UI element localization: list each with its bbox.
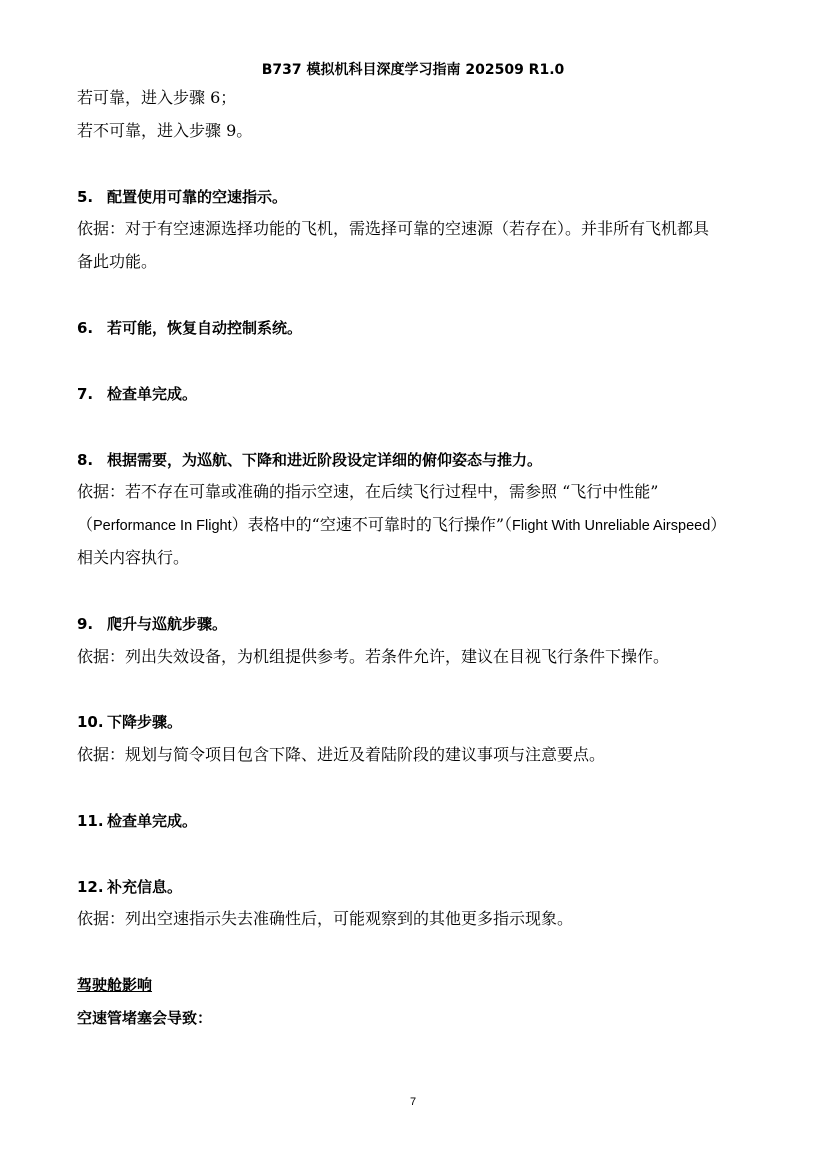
step-11-heading — [77, 811, 197, 831]
step-5-basis-line-2: 备此功能。 — [77, 252, 158, 271]
if-unreliable-line: 若不可靠，进入步骤 9。 — [77, 121, 253, 140]
step-5-heading — [77, 187, 287, 207]
step-number: 7. — [77, 385, 94, 403]
step-title: 补充信息。 — [107, 878, 183, 896]
page-number: 7 — [409, 1096, 417, 1108]
step-5-basis-line-1: 依据：对于有空速源选择功能的飞机，需选择可靠的空速源（若存在）。并非所有飞机都具 — [77, 219, 710, 238]
page-header: B737 模拟机科目深度学习指南 202509 R1.0 — [261, 62, 565, 78]
step-6-heading — [77, 318, 302, 338]
step-12-heading — [77, 877, 182, 897]
step-9-basis: 依据：列出失效设备，为机组提供参考。若条件允许，建议在目视飞行条件下操作。 — [77, 647, 670, 666]
step-7-heading — [77, 384, 197, 404]
step-title: 若可能，恢复自动控制系统。 — [107, 319, 303, 337]
paren-close: ） — [710, 515, 727, 534]
english-term-performance: Performance In Flight — [93, 518, 232, 534]
step-12-basis: 依据：列出空速指示失去准确性后，可能观察到的其他更多指示现象。 — [77, 909, 574, 928]
step-number: 8. — [77, 451, 94, 469]
step-8-basis-line-3: 相关内容执行。 — [77, 548, 190, 567]
step-8-basis-line-1: 依据：若不存在可靠或准确的指示空速，在后续飞行过程中，需参照 “飞行中性能” — [77, 482, 659, 501]
step-title: 爬升与巡航步骤。 — [107, 615, 228, 633]
if-reliable-line: 若可靠，进入步骤 6； — [77, 88, 237, 107]
step-title: 检查单完成。 — [107, 812, 198, 830]
step-title: 检查单完成。 — [107, 385, 198, 403]
step-title: 下降步骤。 — [107, 713, 183, 731]
step-10-heading — [77, 712, 182, 732]
step-number: 9. — [77, 615, 94, 633]
section-heading: 驾驶舱影响 — [77, 976, 153, 994]
step-8-basis-line-2 — [77, 515, 726, 536]
step-number: 12. — [77, 878, 104, 896]
step-number: 6. — [77, 319, 94, 337]
step-number: 11. — [77, 812, 104, 830]
step-number: 10. — [77, 713, 104, 731]
step-9-heading — [77, 614, 227, 634]
basis-text: ）表格中的“空速不可靠时的飞行操作”（ — [231, 515, 513, 534]
paren-open: （ — [77, 515, 94, 534]
section-subheading: 空速管堵塞会导致： — [77, 1009, 213, 1027]
step-8-heading — [77, 450, 542, 470]
english-term-unreliable-airspeed: Flight With Unreliable Airspeed — [512, 518, 711, 534]
step-title: 根据需要，为巡航、下降和进近阶段设定详细的俯仰姿态与推力。 — [107, 451, 543, 469]
step-10-basis: 依据：规划与简令项目包含下降、进近及着陆阶段的建议事项与注意要点。 — [77, 745, 606, 764]
step-title: 配置使用可靠的空速指示。 — [107, 188, 288, 206]
step-number: 5. — [77, 188, 94, 206]
